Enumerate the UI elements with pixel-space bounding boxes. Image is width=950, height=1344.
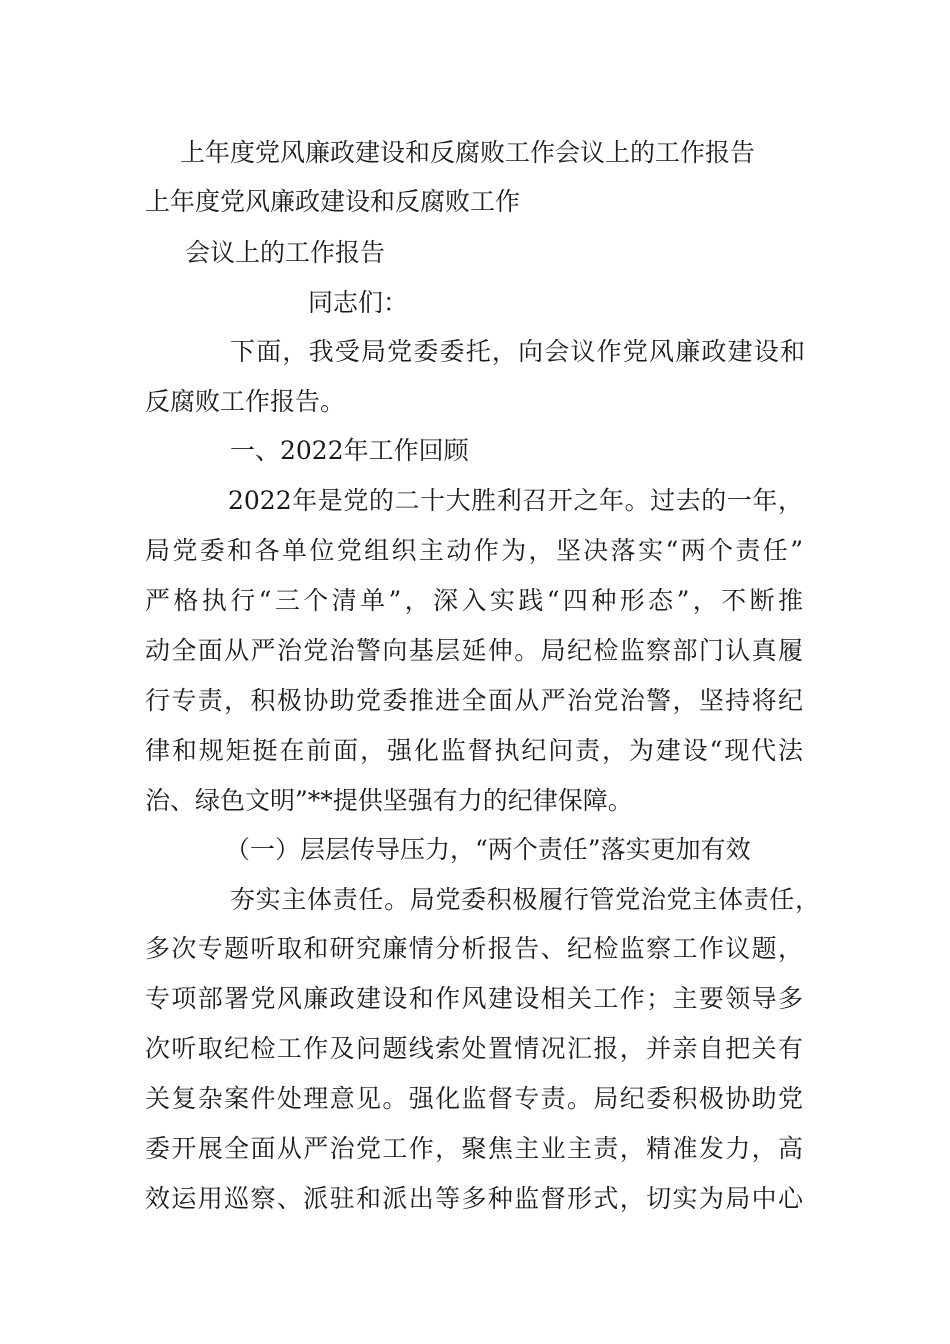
paragraph2-line-4: 次听取纪检工作及问题线索处置情况汇报，并亲自把关有 (145, 1034, 803, 1063)
section-heading-1: 一、2022年工作回顾 (230, 436, 469, 465)
paragraph2-line-6: 委开展全面从严治党工作，聚焦主业主责，精准发力，高 (145, 1134, 803, 1163)
document-title-line: 上年度党风廉政建设和反腐败工作会议上的工作报告 (180, 138, 756, 167)
title-part-1: 上年度党风廉政建设和反腐败工作 (145, 187, 521, 216)
sub-heading-1: （一）层层传导压力，“两个责任”落实更加有效 (225, 835, 751, 864)
intro-line-2: 反腐败工作报告。 (145, 387, 346, 416)
paragraph1-line-5: 行专责，积极协助党委推进全面从严治党治警，坚持将纪 (145, 686, 803, 715)
paragraph2-line-3: 专项部署党风廉政建设和作风建设相关工作；主要领导多 (145, 984, 803, 1013)
paragraph1-line-7: 治、绿色文明”**提供坚强有力的纪律保障。 (145, 786, 633, 815)
paragraph1-line-1: 2022年是党的二十大胜利召开之年。过去的一年， (228, 486, 803, 515)
paragraph2-line-5: 关复杂案件处理意见。强化监督专责。局纪委积极协助党 (145, 1084, 803, 1113)
paragraph1-line-4: 动全面从严治党治警向基层延伸。局纪检监察部门认真履 (145, 636, 803, 665)
paragraph2-line-1: 夯实主体责任。局党委积极履行管党治党主体责任， (230, 885, 820, 914)
paragraph1-line-6: 律和规矩挺在前面，强化监督执纪问责，为建设“现代法 (145, 736, 803, 765)
paragraph2-line-7: 效运用巡察、派驻和派出等多种监督形式，切实为局中心 (145, 1184, 803, 1213)
salutation: 同志们： (308, 288, 409, 317)
title-part-2: 会议上的工作报告 (185, 238, 386, 267)
paragraph1-line-2: 局党委和各单位党组织主动作为，坚决落实“两个责任” (145, 536, 803, 565)
paragraph1-line-3: 严格执行“三个清单”，深入实践“四种形态”，不断推 (145, 586, 803, 615)
intro-line-1: 下面，我受局党委委托，向会议作党风廉政建设和 (230, 337, 805, 366)
paragraph2-line-2: 多次专题听取和研究廉情分析报告、纪检监察工作议题， (145, 934, 803, 963)
